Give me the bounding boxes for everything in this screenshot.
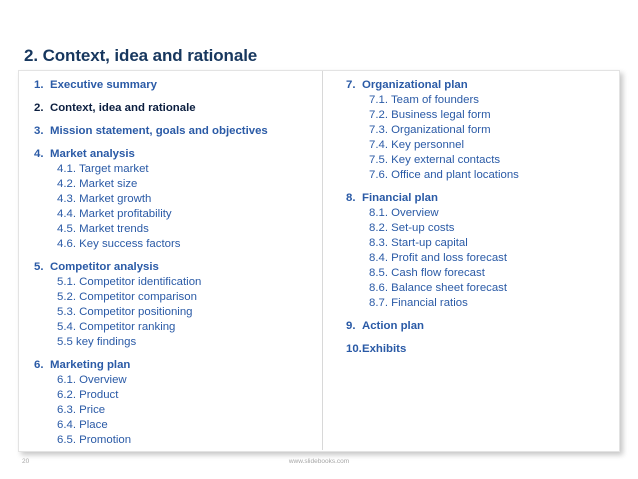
agenda-subitem-6-1-overview[interactable]: 6.1. Overview (57, 374, 127, 386)
agenda-subitem-4-3-market-growth[interactable]: 4.3. Market growth (57, 193, 152, 205)
agenda-heading-marketing-plan[interactable] (34, 358, 268, 373)
agenda-subitem-4-1-target-market[interactable]: 4.1. Target market (57, 163, 149, 175)
agenda-section-context-idea-and-rationale (34, 101, 268, 116)
agenda-subitem-7-3-organizational-form[interactable]: 7.3. Organizational form (369, 124, 491, 136)
slide-title: 2. Context, idea and rationale (24, 46, 258, 65)
agenda-section-executive-summary (34, 78, 268, 93)
agenda-heading-label: Exhibits (362, 343, 407, 355)
agenda-section-marketing-plan (34, 358, 268, 448)
agenda-heading-label: Financial plan (362, 192, 438, 204)
agenda-heading-label: Marketing plan (50, 359, 131, 371)
agenda-subitem-4-6-key-success-factors[interactable]: 4.6. Key success factors (57, 238, 181, 250)
agenda-section-exhibits (346, 342, 519, 357)
agenda-subitem-7-4-key-personnel[interactable]: 7.4. Key personnel (369, 139, 464, 151)
agenda-heading-competitor-analysis[interactable] (34, 260, 268, 275)
agenda-heading-number: 10. (346, 343, 362, 355)
agenda-heading-executive-summary[interactable] (34, 78, 268, 93)
agenda-subitem-7-6-office-and-plant-locations[interactable]: 7.6. Office and plant locations (369, 169, 519, 181)
agenda-subitem-8-2-set-up-costs[interactable]: 8.2. Set-up costs (369, 222, 455, 234)
agenda-subitem-7-5-key-external-contacts[interactable]: 7.5. Key external contacts (369, 154, 501, 166)
agenda-subitem-5-4-competitor-ranking[interactable]: 5.4. Competitor ranking (57, 321, 176, 333)
agenda-subitem-6-3-price[interactable]: 6.3. Price (57, 404, 106, 416)
agenda-subitem-5-5-key-findings[interactable]: 5.5 key findings (57, 336, 137, 348)
agenda-subitem-8-3-start-up-capital[interactable]: 8.3. Start-up capital (369, 237, 468, 249)
agenda-section-competitor-analysis (34, 260, 268, 350)
agenda-subitem-5-2-competitor-comparison[interactable]: 5.2. Competitor comparison (57, 291, 197, 303)
agenda-section-market-analysis (34, 147, 268, 252)
agenda-subitem-8-7-financial-ratios[interactable]: 8.7. Financial ratios (369, 297, 468, 309)
agenda-heading-financial-plan[interactable] (346, 191, 519, 206)
agenda-subitem-7-2-business-legal-form[interactable]: 7.2. Business legal form (369, 109, 491, 121)
agenda-subitem-8-1-overview[interactable]: 8.1. Overview (369, 207, 439, 219)
agenda-heading-number: 3. (34, 125, 44, 137)
agenda-right-column (346, 78, 519, 365)
agenda-subitem-6-4-place[interactable]: 6.4. Place (57, 419, 108, 431)
agenda-subitem-4-4-market-profitability[interactable]: 4.4. Market profitability (57, 208, 172, 220)
agenda-subitem-4-5-market-trends[interactable]: 4.5. Market trends (57, 223, 149, 235)
agenda-heading-number: 6. (34, 359, 44, 371)
column-divider (322, 71, 323, 450)
agenda-subitem-6-5-promotion[interactable]: 6.5. Promotion (57, 434, 132, 446)
agenda-section-organizational-plan (346, 78, 519, 183)
agenda-subitem-8-5-cash-flow-forecast[interactable]: 8.5. Cash flow forecast (369, 267, 485, 279)
agenda-heading-label: Market analysis (50, 148, 135, 160)
agenda-section-action-plan (346, 319, 519, 334)
agenda-heading-number: 8. (346, 192, 356, 204)
agenda-heading-label: Action plan (362, 320, 425, 332)
agenda-subitem-8-4-profit-and-loss-forecast[interactable]: 8.4. Profit and loss forecast (369, 252, 508, 264)
agenda-heading-number: 2. (34, 102, 44, 114)
agenda-subitem-7-1-team-of-founders[interactable]: 7.1. Team of founders (369, 94, 479, 106)
agenda-heading-label: Mission statement, goals and objectives (50, 125, 268, 137)
agenda-heading-label: Competitor analysis (50, 261, 159, 273)
agenda-heading-organizational-plan[interactable] (346, 78, 519, 93)
agenda-heading-exhibits[interactable] (346, 342, 519, 357)
agenda-heading-number: 1. (34, 79, 44, 91)
agenda-heading-context-idea-and-rationale[interactable] (34, 101, 268, 116)
agenda-section-mission-statement-goals-and-objectives (34, 124, 268, 139)
agenda-heading-label: Executive summary (50, 79, 158, 91)
footer-url: www.slidebooks.com (288, 458, 350, 465)
agenda-heading-label: Organizational plan (362, 79, 468, 91)
agenda-subitem-4-2-market-size[interactable]: 4.2. Market size (57, 178, 138, 190)
agenda-heading-action-plan[interactable] (346, 319, 519, 334)
agenda-heading-number: 9. (346, 320, 356, 332)
agenda-left-column (34, 78, 268, 456)
agenda-heading-number: 7. (346, 79, 356, 91)
agenda-heading-market-analysis[interactable] (34, 147, 268, 162)
agenda-subitem-5-1-competitor-identification[interactable]: 5.1. Competitor identification (57, 276, 202, 288)
agenda-subitem-5-3-competitor-positioning[interactable]: 5.3. Competitor positioning (57, 306, 193, 318)
agenda-heading-number: 4. (34, 148, 44, 160)
agenda-subitem-6-2-product[interactable]: 6.2. Product (57, 389, 119, 401)
agenda-subitem-8-6-balance-sheet-forecast[interactable]: 8.6. Balance sheet forecast (369, 282, 508, 294)
agenda-heading-mission-statement-goals-and-objectives[interactable] (34, 124, 268, 139)
agenda-heading-label: Context, idea and rationale (50, 102, 196, 114)
agenda-section-financial-plan (346, 191, 519, 311)
page-number: 20 (22, 458, 30, 465)
agenda-heading-number: 5. (34, 261, 44, 273)
